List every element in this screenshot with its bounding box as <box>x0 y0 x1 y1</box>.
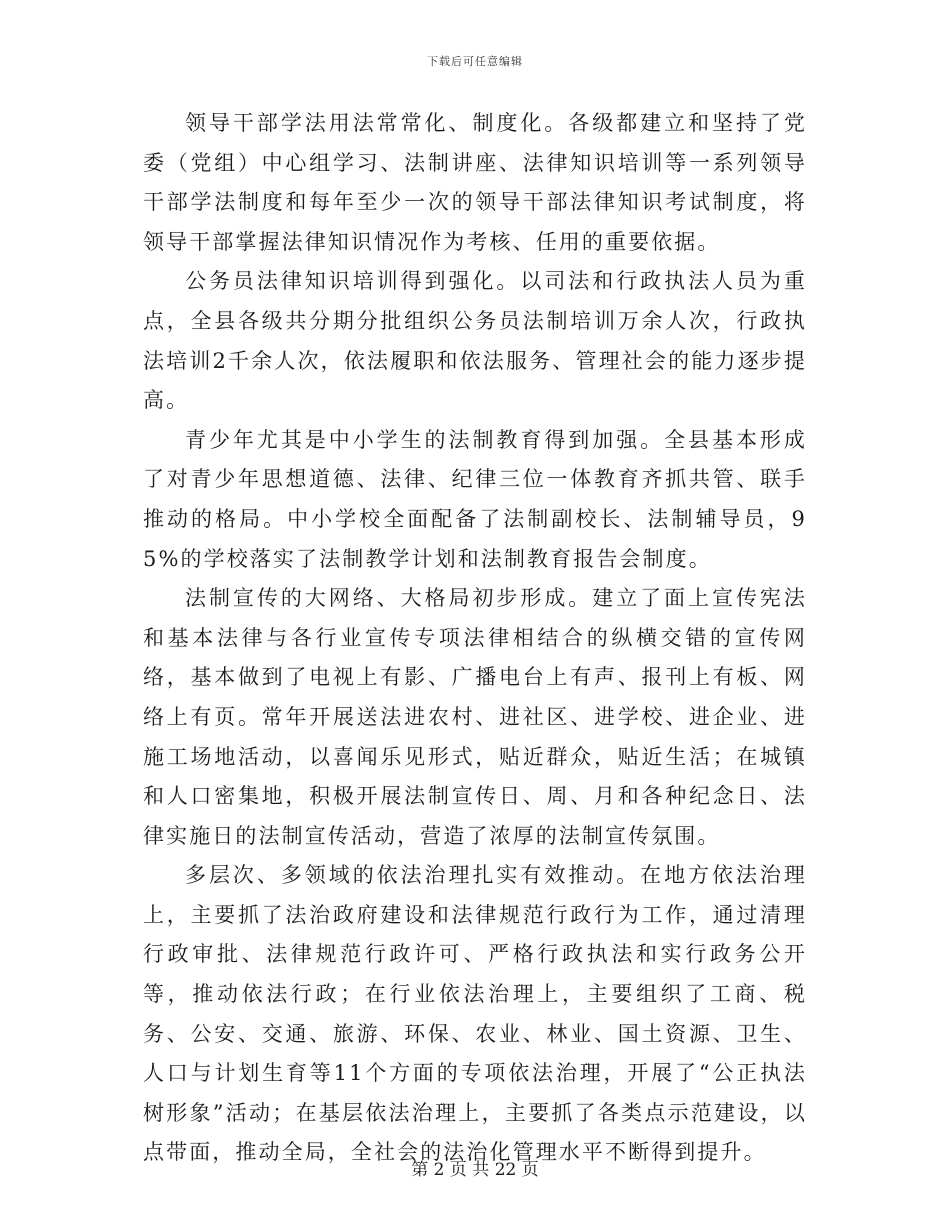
document-body <box>143 104 807 1173</box>
paragraph-leader-legal-study: 领导干部学法用法常常化、制度化。各级都建立和坚持了党委（党组）中心组学习、法制讲座、法律知识培训等一系列领导干部学法制度和每年至少一次的领导干部法律知识考试制度，将领导干部掌握法律知识情况作为考核、任用的重要依据。 <box>143 111 807 254</box>
paragraph-lawful-governance: 多层次、多领域的依法治理扎实有效推动。在地方依法治理上，主要抓了法治政府建设和法律规范行政行为工作，通过清理行政审批、法律规范行政许可、严格行政执法和实行政务公开等，推动依法行政；在行业依法治理上，主要组织了工商、税务、公安、交通、旅游、环保、农业、林业、国土资源、卫生、人口与计划生育等11个方面的专项依法治理，开展了“公正执法树形象”活动；在基层依法治理上，主要抓了各类点示范建设，以点带面，推动全局，全社会的法治化管理水平不断得到提升。 <box>143 863 807 1165</box>
page-number-footer: 第 2 页 共 22 页 <box>411 1160 539 1180</box>
page-header-note: 下载后可任意编辑 <box>427 55 523 68</box>
paragraph-civil-servant-training: 公务员法律知识培训得到强化。以司法和行政执法人员为重点，全县各级共分期分批组织公务员法制培训万余人次，行政执法培训2千余人次，依法履职和依法服务、管理社会的能力逐步提高。 <box>143 269 807 413</box>
paragraph-youth-legal-education: 青少年尤其是中小学生的法制教育得到加强。全县基本形成了对青少年思想道德、法律、纪律三位一体教育齐抓共管、联手推动的格局。中小学校全面配备了法制副校长、法制辅导员，95%的学校落实了法制教学计划和法制教育报告会制度。 <box>143 427 807 571</box>
paragraph-legal-publicity-network: 法制宣传的大网络、大格局初步形成。建立了面上宣传宪法和基本法律与各行业宣传专项法律相结合的纵横交错的宣传网络，基本做到了电视上有影、广播电台上有声、报刊上有板、网络上有页。常年开展送法进农村、进社区、进学校、进企业、进施工场地活动，以喜闻乐见形式，贴近群众，贴近生活；在城镇和人口密集地，积极开展法制宣传日、周、月和各种纪念日、法律实施日的法制宣传活动，营造了浓厚的法制宣传氛围。 <box>143 586 807 848</box>
